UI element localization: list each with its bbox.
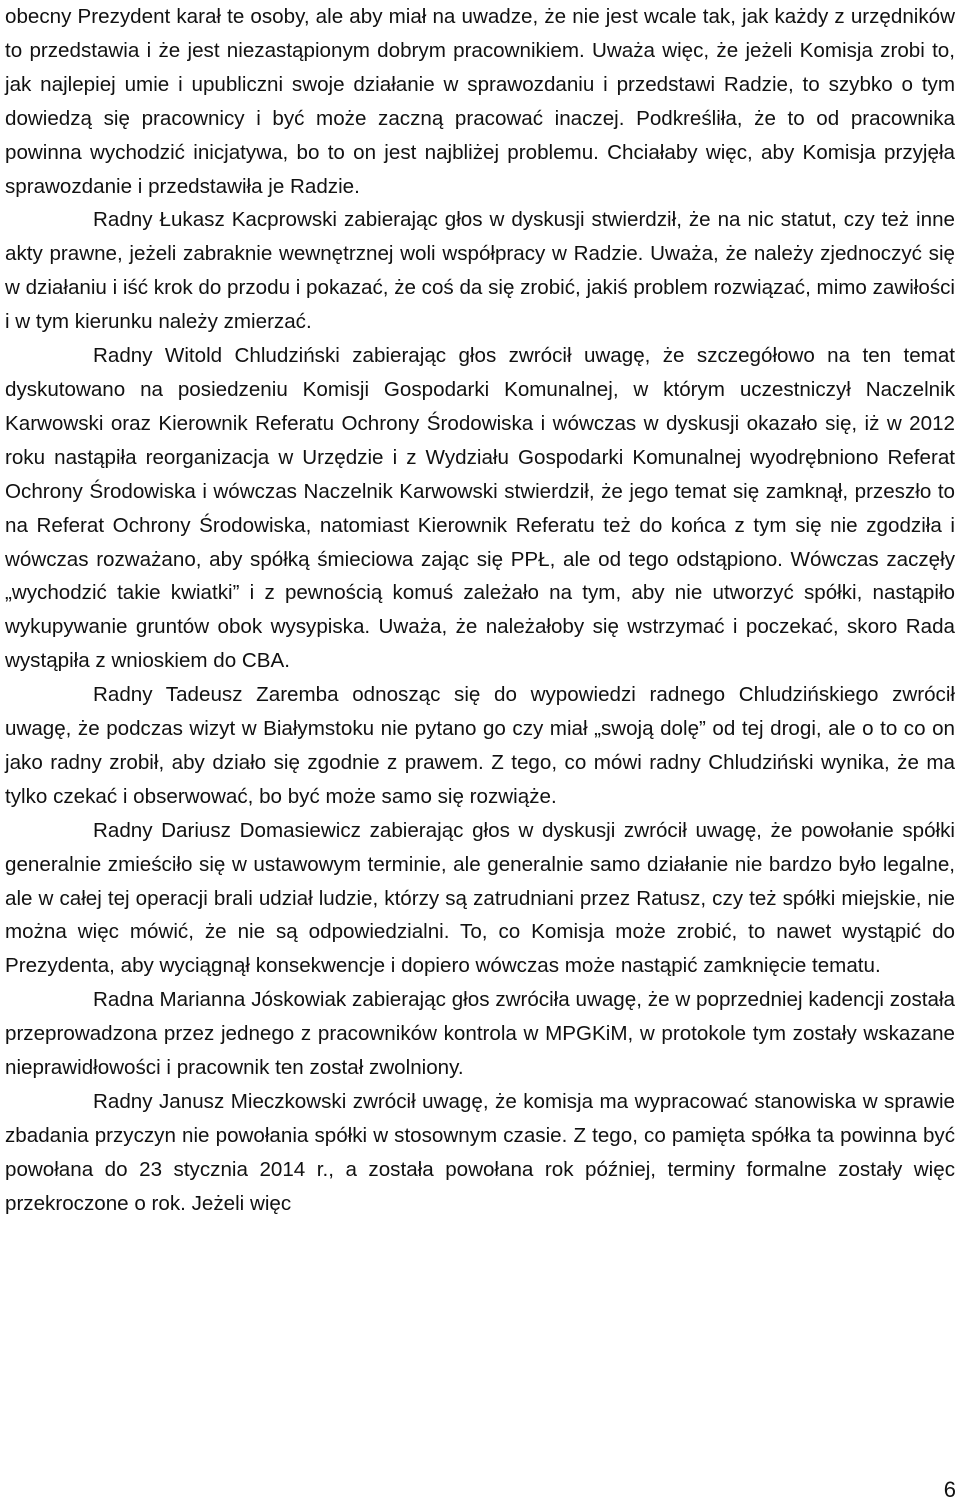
page-number: 6 bbox=[943, 1477, 956, 1502]
paragraph-prezydent: obecny Prezydent karał te osoby, ale aby miał na uwadze, że nie jest wcale tak, jak każdy z urzędników to przedstawia i że jest niezastąpionym dobrym pracownikiem. Uważa więc, że jeżeli Komisja zrobi to, jak najlepiej umie i upubliczni swoje działanie w sprawozdaniu i przedstawi Radzie, to szybko o tym dowiedzą się pracownicy i być może zaczną pracować inaczej. Podkreśliła, że to od pracownika powinna wychodzić inicjatywa, bo to on jest najbliżej problemu. Chciałaby więc, aby Komisja przyjęła sprawozdanie i przedstawiła je Radzie. bbox=[5, 5, 955, 198]
paragraph-zaremba: Radny Tadeusz Zaremba odnosząc się do wypowiedzi radnego Chludzińskiego zwrócił uwagę, że podczas wizyt w Białymstoku nie pytano go czy miał „swoją dolę” od tej drogi, ale o to co on jako radny zrobił, aby działo się zgodnie z prawem. Z tego, co mówi radny Chludziński wynika, że ma tylko czekać i obserwować, bo być może samo się rozwiąże. bbox=[5, 683, 955, 808]
paragraph-joskowiak: Radna Marianna Jóskowiak zabierając głos zwróciła uwagę, że w poprzedniej kadencji została przeprowadzona przez jednego z pracowników kontrola w MPGKiM, w protokole tym zostały wskazane nieprawidłowości i pracownik ten został zwolniony. bbox=[5, 988, 955, 1080]
paragraph-mieczkowski: Radny Janusz Mieczkowski zwrócił uwagę, że komisja ma wypracować stanowiska w sprawie zbadania przyczyn nie powołania spółki w stosownym czasie. Z tego, co pamięta spółka ta powinna być powołana do 23 stycznia 2014 r., a została powołana rok później, terminy formalne zostały więc przekroczone o rok. Jeżeli więc bbox=[5, 1090, 955, 1215]
paragraph-domasiewicz: Radny Dariusz Domasiewicz zabierając głos w dyskusji zwrócił uwagę, że powołanie spółki generalnie zmieściło się w ustawowym terminie, ale generalnie samo działanie nie bardzo było legalne, ale w całej tej operacji brali udział ludzie, którzy są zatrudniani przez Ratusz, czy też spółki miejskie, nie można więc mówić, że nie są odpowiedzialni. To, co Komisja może zrobić, to nawet wystąpić do Prezydenta, aby wyciągnął konsekwencje i dopiero wówczas może nastąpić zamknięcie tematu. bbox=[5, 818, 955, 978]
paragraph-chludzinski: Radny Witold Chludziński zabierając głos zwrócił uwagę, że szczegółowo na ten temat dyskutowano na posiedzeniu Komisji Gospodarki Komunalnej, w którym uczestniczył Naczelnik Karwowski oraz Kierownik Referatu Ochrony Środowiska i wówczas w dyskusji okazało się, iż w 2012 roku nastąpiła reorganizacja w Urzędzie i z Wydziału Gospodarki Komunalnej wyodrębniono Referat Ochrony Środowiska i wówczas Naczelnik Karwowski stwierdził, że jego temat się zamknął, przeszło to na Referat Ochrony Środowiska, natomiast Kierownik Referatu też do końca z tym się nie zgodziła i wówczas rozważano, aby spółką śmieciowa zając się PPŁ, ale od tego odstąpiono. Wówczas zaczęły „wychodzić takie kwiatki” i z pewnością komuś zależało na tym, aby nie utworzyć spółki, nastąpiło wykupywanie gruntów obok wysypiska. Uważa, że należałoby się wstrzymać i poczekać, skoro Rada wystąpiła z wnioskiem do CBA. bbox=[5, 344, 955, 673]
document-body bbox=[5, 0, 955, 1221]
paragraph-kacprowski: Radny Łukasz Kacprowski zabierając głos w dyskusji stwierdził, że na nic statut, czy też inne akty prawne, jeżeli zabraknie wewnętrznej woli współpracy w Radzie. Uważa, że należy zjednoczyć się w działaniu i iść krok do przodu i pokazać, że coś da się zrobić, jakiś problem rozwiązać, mimo zawiłości i w tym kierunku należy zmierzać. bbox=[5, 208, 955, 334]
